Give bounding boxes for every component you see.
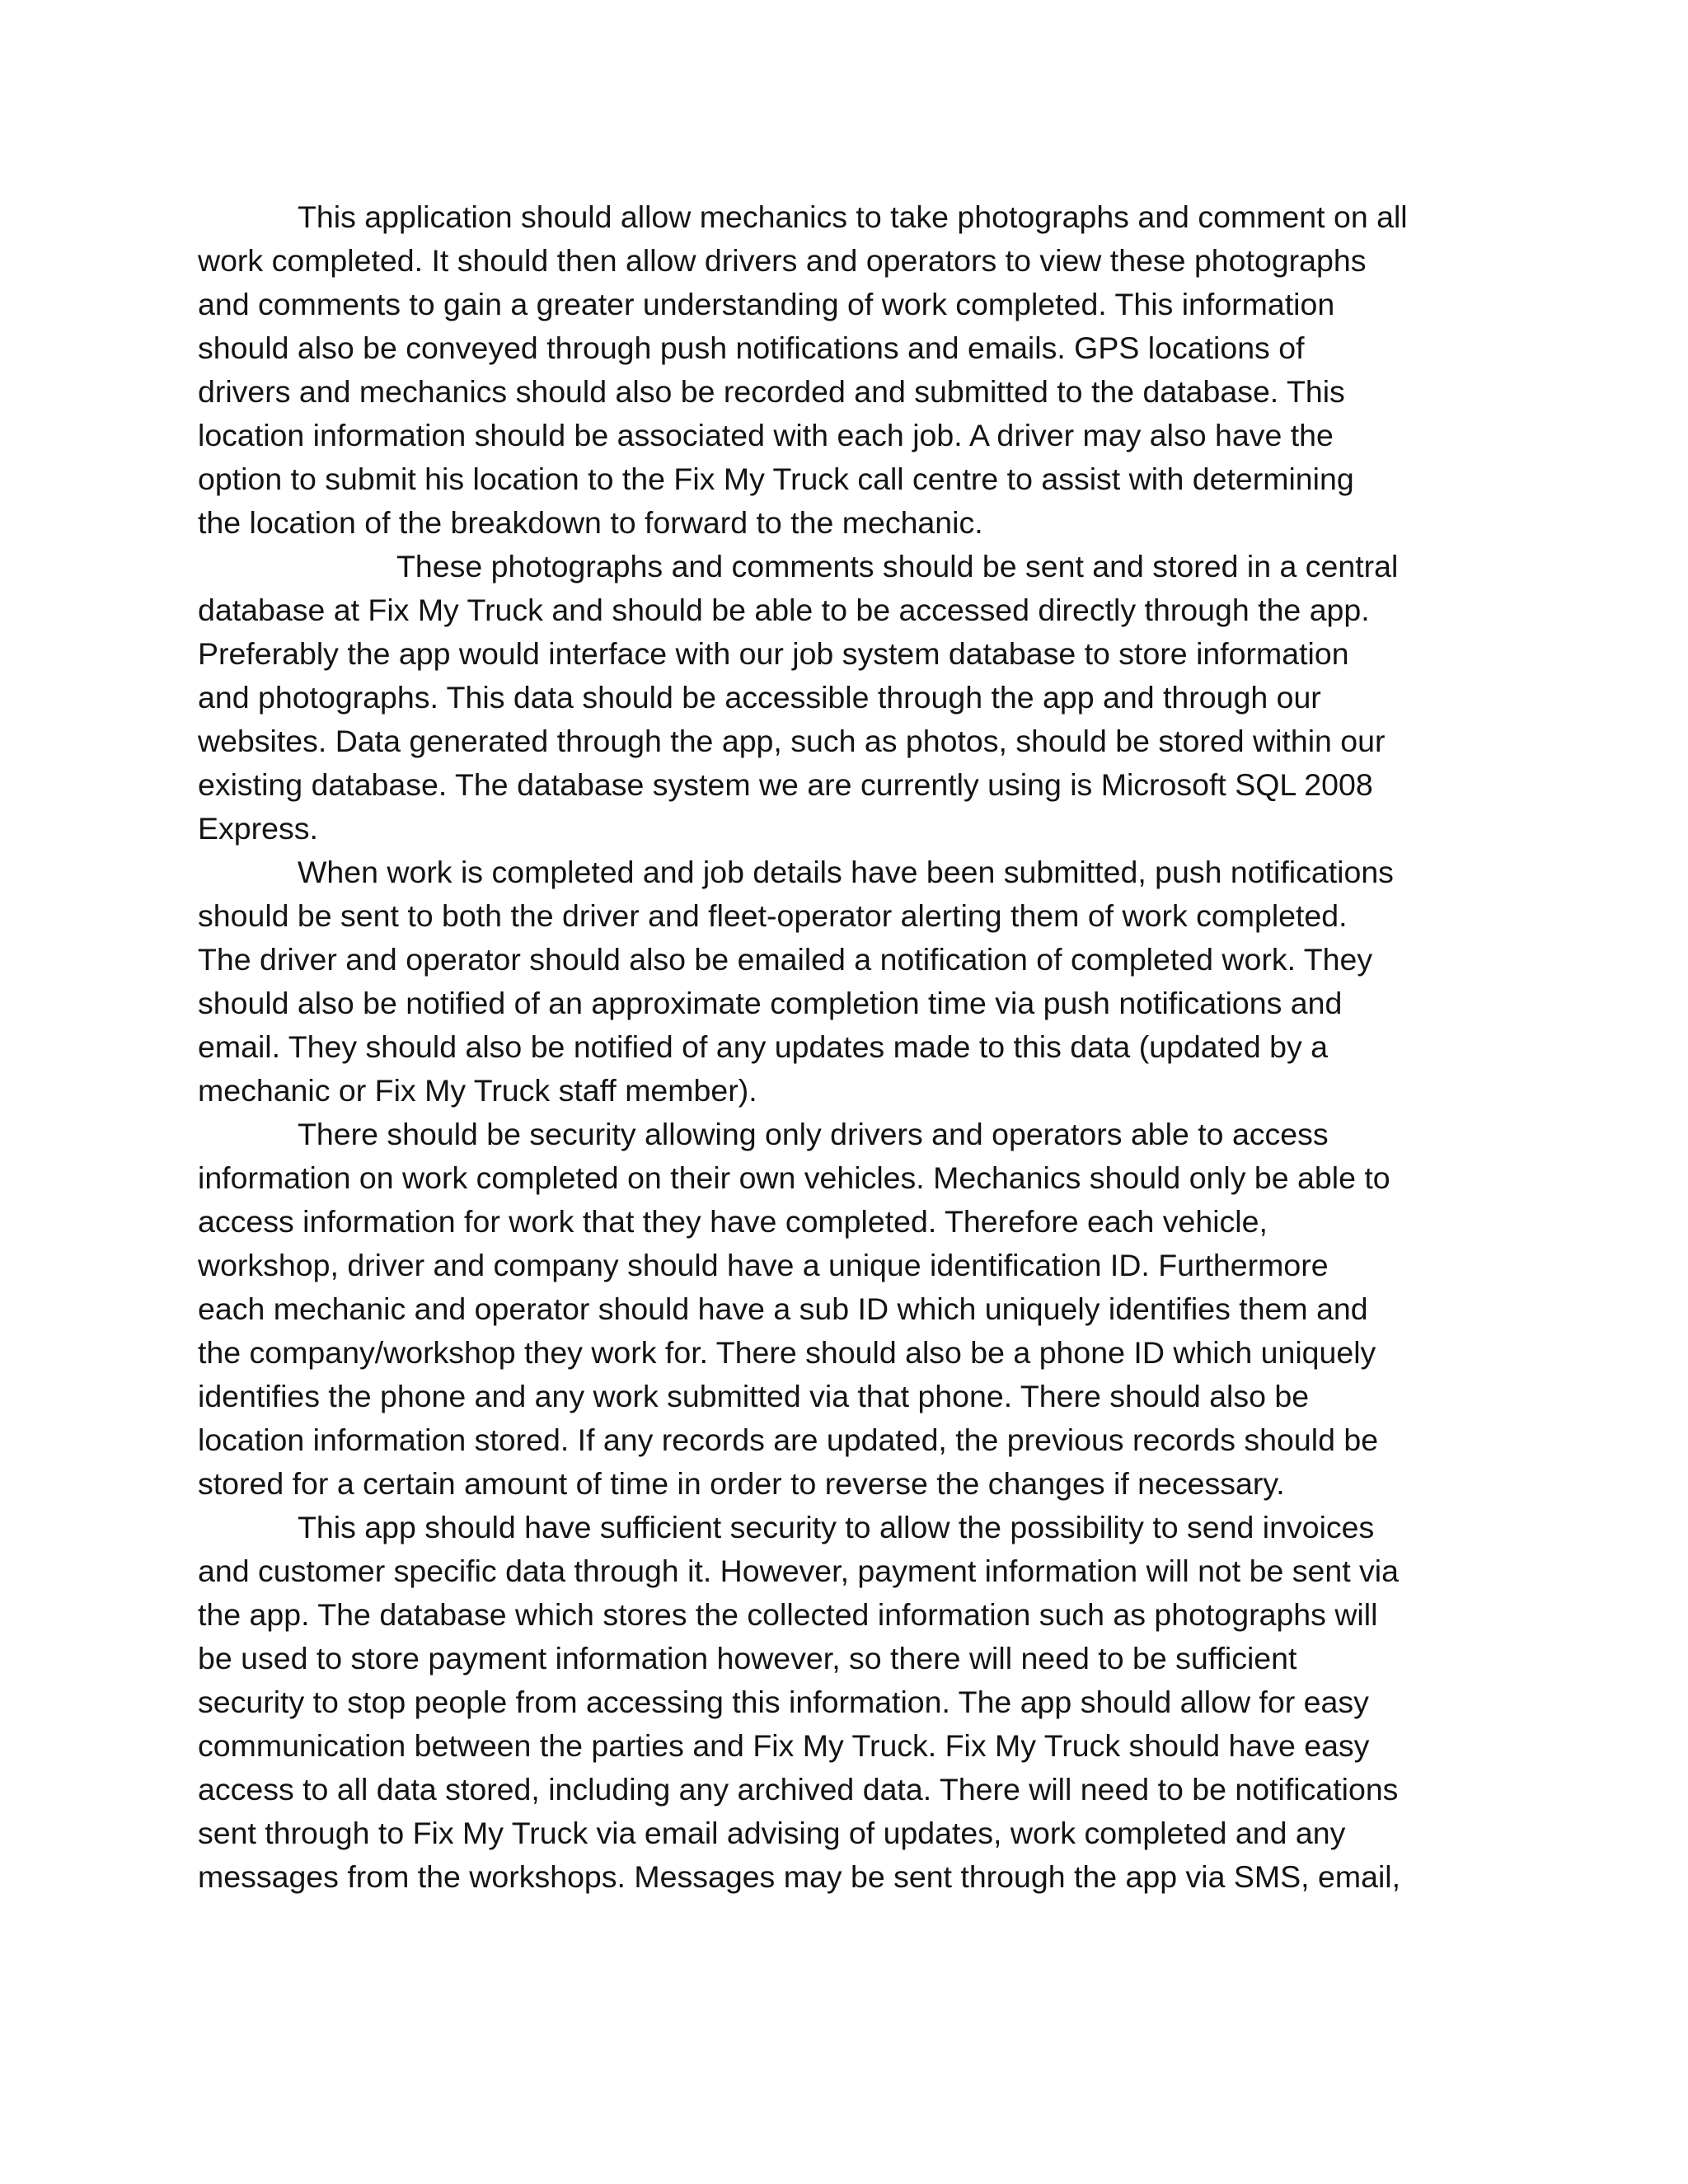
paragraph-line: should also be notified of an approximate completion time via push notifications and bbox=[198, 986, 1343, 1020]
paragraph bbox=[198, 1113, 1508, 1506]
paragraph-line: This application should allow mechanics to take photographs and comment on all bbox=[298, 199, 1408, 234]
paragraph-line: Express. bbox=[198, 811, 318, 846]
paragraph-line: database at Fix My Truck and should be able to be accessed directly through the app. bbox=[198, 593, 1370, 627]
paragraph-line: and customer specific data through it. However, payment information will not be sent via bbox=[198, 1554, 1399, 1588]
paragraph-line: should be sent to both the driver and fleet-operator alerting them of work completed. bbox=[198, 898, 1348, 933]
paragraph-line: messages from the workshops. Messages may be sent through the app via SMS, email, bbox=[198, 1859, 1401, 1894]
document-body bbox=[198, 195, 1508, 1899]
paragraph-line: existing database. The database system we are currently using is Microsoft SQL 2008 bbox=[198, 767, 1373, 802]
paragraph-line: email. They should also be notified of any updates made to this data (updated by a bbox=[198, 1029, 1329, 1064]
paragraph-line: location information should be associated with each job. A driver may also have the bbox=[198, 418, 1334, 452]
paragraph-line: the location of the breakdown to forward to the mechanic. bbox=[198, 505, 983, 540]
paragraph-line: security to stop people from accessing this information. The app should allow for easy bbox=[198, 1685, 1369, 1719]
paragraph-line: option to submit his location to the Fix My Truck call centre to assist with determining bbox=[198, 462, 1354, 496]
paragraph-line: websites. Data generated through the app, such as photos, should be stored within our bbox=[198, 724, 1386, 758]
paragraph-line: be used to store payment information however, so there will need to be sufficient bbox=[198, 1641, 1297, 1675]
paragraph-line: mechanic or Fix My Truck staff member). bbox=[198, 1073, 757, 1108]
paragraph-line: location information stored. If any records are updated, the previous records should be bbox=[198, 1422, 1379, 1457]
paragraph-line: information on work completed on their own vehicles. Mechanics should only be able to bbox=[198, 1160, 1390, 1195]
paragraph-line: and comments to gain a greater understanding of work completed. This information bbox=[198, 287, 1335, 321]
paragraph-line: drivers and mechanics should also be recorded and submitted to the database. This bbox=[198, 374, 1345, 409]
paragraph-line: the app. The database which stores the collected information such as photographs will bbox=[198, 1597, 1378, 1632]
paragraph-line: access to all data stored, including any archived data. There will need to be notifications bbox=[198, 1772, 1399, 1807]
paragraph-line: work completed. It should then allow drivers and operators to view these photographs bbox=[198, 243, 1367, 278]
paragraph-line: There should be security allowing only drivers and operators able to access bbox=[298, 1117, 1329, 1151]
paragraph-line: These photographs and comments should be sent and stored in a central bbox=[396, 549, 1399, 583]
paragraph-line: When work is completed and job details have been submitted, push notifications bbox=[298, 855, 1394, 889]
paragraph bbox=[198, 1506, 1508, 1899]
paragraph-line: This app should have sufficient security to allow the possibility to send invoices bbox=[298, 1510, 1375, 1544]
paragraph-line: the company/workshop they work for. There should also be a phone ID which uniquely bbox=[198, 1335, 1376, 1370]
paragraph-line: Preferably the app would interface with our job system database to store information bbox=[198, 636, 1349, 671]
paragraph-line: and photographs. This data should be accessible through the app and through our bbox=[198, 680, 1321, 715]
paragraph-line: The driver and operator should also be emailed a notification of completed work. They bbox=[198, 942, 1373, 977]
paragraph-line: workshop, driver and company should have a unique identification ID. Furthermore bbox=[198, 1248, 1329, 1282]
paragraph-line: identifies the phone and any work submitted via that phone. There should also be bbox=[198, 1379, 1310, 1413]
paragraph-line: should also be conveyed through push notifications and emails. GPS locations of bbox=[198, 330, 1305, 365]
paragraph-line: communication between the parties and Fix My Truck. Fix My Truck should have easy bbox=[198, 1728, 1370, 1763]
paragraph-line: each mechanic and operator should have a sub ID which uniquely identifies them and bbox=[198, 1291, 1368, 1326]
paragraph-line: sent through to Fix My Truck via email advising of updates, work completed and any bbox=[198, 1816, 1346, 1850]
paragraph bbox=[198, 851, 1508, 1113]
paragraph bbox=[198, 195, 1508, 545]
paragraph-line: stored for a certain amount of time in order to reverse the changes if necessary. bbox=[198, 1466, 1285, 1501]
paragraph bbox=[198, 545, 1508, 851]
paragraph-line: access information for work that they have completed. Therefore each vehicle, bbox=[198, 1204, 1268, 1239]
